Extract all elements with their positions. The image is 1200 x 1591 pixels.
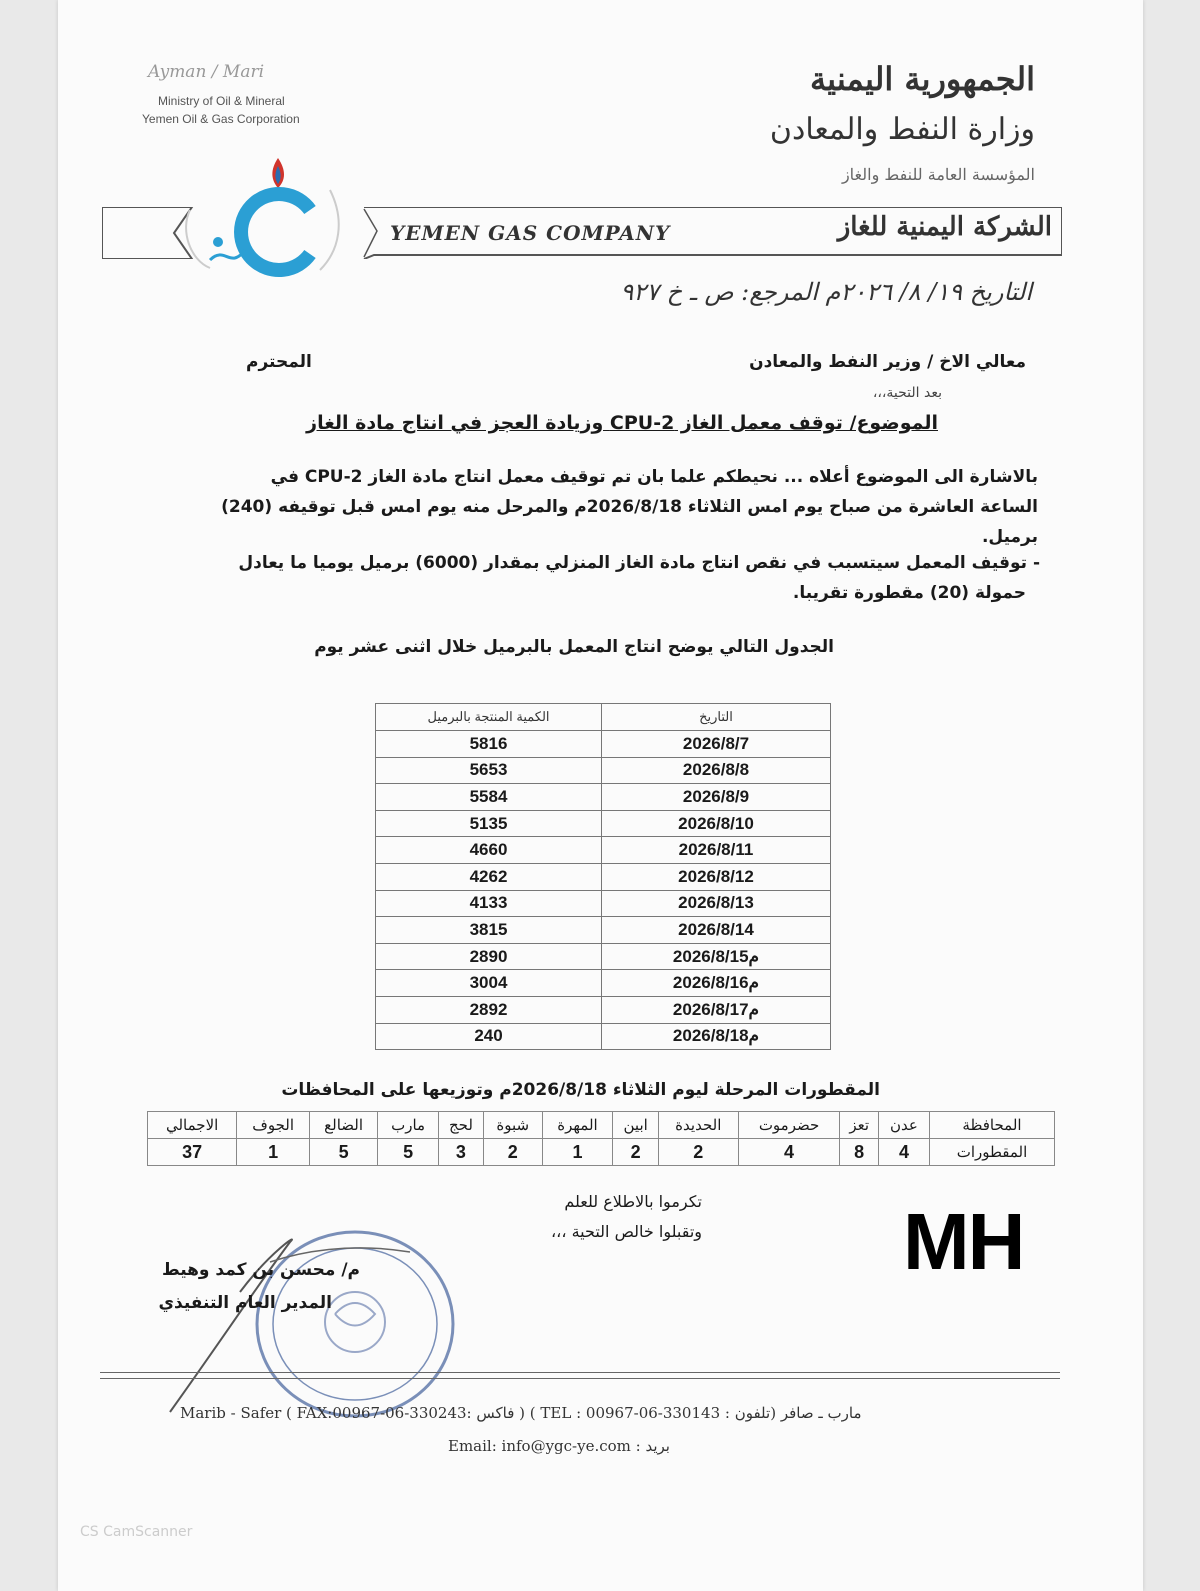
date-cell: 2026/8/11 xyxy=(602,837,831,864)
footer-divider xyxy=(100,1378,1060,1379)
count-cell: 1 xyxy=(237,1139,310,1166)
table-header-row xyxy=(376,704,831,731)
bullet-line: توقيف المعمل سيتسبب في نقص انتاج مادة الغاز المنزلي بمقدار (6000) برميل يوميا ما يعادل xyxy=(238,553,1028,573)
table-row xyxy=(376,970,831,997)
date-header: التاريخ xyxy=(602,704,831,731)
date-cell: 2026/8/7 xyxy=(602,731,831,758)
count-row xyxy=(148,1139,1055,1166)
count-cell: 5 xyxy=(378,1139,439,1166)
paragraph-line: الساعة العاشرة من صباح يوم امس الثلاثاء 2026/8/18م والمرحل منه يوم امس قبل توقيفه (240) xyxy=(221,497,1038,517)
footer-contact: Marib - Safer ( FAX:00967-06-330243: فاكس ) ( TEL : 00967-06-330143 : تلفون) مارب ـ صافر xyxy=(180,1404,862,1422)
quantity-cell: 4133 xyxy=(376,890,602,917)
quantity-cell: 3004 xyxy=(376,970,602,997)
body-paragraph xyxy=(158,462,1038,552)
total-label-cell: الاجمالي xyxy=(148,1112,237,1139)
governorate-cell: شبوة xyxy=(483,1112,542,1139)
quantity-cell: 5816 xyxy=(376,731,602,758)
table-row xyxy=(376,943,831,970)
governorate-cell: الضالع xyxy=(309,1112,377,1139)
quantity-cell: 2890 xyxy=(376,943,602,970)
governorate-cell: عدن xyxy=(878,1112,929,1139)
date-cell: 2026/8/8 xyxy=(602,757,831,784)
honorific: المحترم xyxy=(246,352,312,372)
count-cell: 2 xyxy=(658,1139,738,1166)
bullet-mark: - xyxy=(1032,553,1040,573)
ministry-arabic: وزارة النفط والمعادن xyxy=(769,112,1035,147)
ministry-english: Ministry of Oil & Mineral xyxy=(158,94,285,108)
count-cell: 5 xyxy=(309,1139,377,1166)
signatory-name: م/ محسن بن كمد وهيط xyxy=(162,1260,360,1280)
count-cell: 3 xyxy=(438,1139,483,1166)
row-label: المحافظة xyxy=(930,1112,1055,1139)
date-cell: 2026/8/16م xyxy=(602,970,831,997)
distribution-caption: المقطورات المرحلة ليوم الثلاثاء 2026/8/18م وتوزيعها على المحافظات xyxy=(281,1080,880,1100)
table-row xyxy=(376,810,831,837)
date-cell: 2026/8/12 xyxy=(602,863,831,890)
count-cell: 1 xyxy=(542,1139,613,1166)
date-cell: 2026/8/13 xyxy=(602,890,831,917)
company-logo xyxy=(170,150,350,280)
paragraph-line: برميل. xyxy=(981,527,1038,547)
count-cell: 2 xyxy=(483,1139,542,1166)
addressee: معالي الاخ / وزير النفط والمعادن xyxy=(749,352,1026,372)
production-table xyxy=(375,703,831,1050)
date-cell: 2026/8/14 xyxy=(602,917,831,944)
signatory-title: المدير العام التنفيذي xyxy=(158,1293,332,1313)
quantity-header: الكمية المنتجة بالبرميل xyxy=(376,704,602,731)
closing-line: وتقبلوا خالص التحية ،،، xyxy=(551,1222,702,1241)
date-cell: 2026/8/9 xyxy=(602,784,831,811)
date-cell: 2026/8/15م xyxy=(602,943,831,970)
date-cell: 2026/8/10 xyxy=(602,810,831,837)
distribution-table xyxy=(147,1111,1055,1166)
table-row xyxy=(376,863,831,890)
governorate-cell: المهرة xyxy=(542,1112,613,1139)
corporation-arabic: المؤسسة العامة للنفط والغاز xyxy=(841,165,1035,184)
table-row xyxy=(376,837,831,864)
quantity-cell: 5653 xyxy=(376,757,602,784)
count-cell: 4 xyxy=(878,1139,929,1166)
date-reference: التاريخ ١٩/ ٨/ ٢٠٢٦م المرجع: ص ـ خ ٩٢٧ xyxy=(620,278,1032,306)
governorate-cell: الجوف xyxy=(237,1112,310,1139)
quantity-cell: 4262 xyxy=(376,863,602,890)
governorate-cell: مارب xyxy=(378,1112,439,1139)
table-row xyxy=(376,1023,831,1050)
subject-line: الموضوع/ توقف معمل الغاز CPU-2 وزيادة العجز في انتاج مادة الغاز xyxy=(306,412,938,434)
handwritten-note: Ayman / Mari xyxy=(148,62,265,82)
row-label: المقطورات xyxy=(930,1139,1055,1166)
quantity-cell: 240 xyxy=(376,1023,602,1050)
date-cell: 2026/8/17م xyxy=(602,996,831,1023)
paragraph-line: بالاشارة الى الموضوع أعلاه ... نحيطكم علما بان تم توقيف معمل انتاج مادة الغاز CPU-2 في xyxy=(270,467,1038,487)
count-cell: 4 xyxy=(738,1139,840,1166)
scanner-watermark: CS CamScanner xyxy=(80,1524,193,1540)
table-caption: الجدول التالي يوضح انتاج المعمل بالبرميل خلال اثنى عشر يوم xyxy=(314,637,834,657)
governorate-cell: الحديدة xyxy=(658,1112,738,1139)
date-cell: 2026/8/18م xyxy=(602,1023,831,1050)
footer-divider xyxy=(100,1372,1060,1373)
greeting: بعد التحية،،، xyxy=(872,385,942,401)
corporation-english: Yemen Oil & Gas Corporation xyxy=(142,112,300,126)
quantity-cell: 5584 xyxy=(376,784,602,811)
count-cell: 8 xyxy=(840,1139,878,1166)
governorate-cell: ابين xyxy=(613,1112,659,1139)
mh-mark: MH xyxy=(903,1197,1024,1286)
table-row xyxy=(376,757,831,784)
bullet-point xyxy=(210,548,1040,608)
table-row xyxy=(376,890,831,917)
footer-email: Email: info@ygc-ye.com : بريد xyxy=(448,1437,670,1455)
governorate-cell: تعز xyxy=(840,1112,878,1139)
governorate-row xyxy=(148,1112,1055,1139)
governorate-cell: لحج xyxy=(438,1112,483,1139)
governorate-cell: حضرموت xyxy=(738,1112,840,1139)
quantity-cell: 2892 xyxy=(376,996,602,1023)
closing-line: تكرموا بالاطلاع للعلم xyxy=(564,1192,702,1211)
table-row xyxy=(376,784,831,811)
table-row xyxy=(376,996,831,1023)
quantity-cell: 3815 xyxy=(376,917,602,944)
table-row xyxy=(376,917,831,944)
official-stamp xyxy=(150,1222,460,1422)
company-name-arabic: الشركة اليمنية للغاز xyxy=(837,212,1052,242)
count-cell: 2 xyxy=(613,1139,659,1166)
bullet-line: حمولة (20) مقطورة تقريبا. xyxy=(792,583,1026,603)
company-name-english: YEMEN GAS COMPANY xyxy=(390,221,671,245)
table-row xyxy=(376,731,831,758)
quantity-cell: 4660 xyxy=(376,837,602,864)
quantity-cell: 5135 xyxy=(376,810,602,837)
republic-arabic: الجمهورية اليمنية xyxy=(810,60,1035,98)
total-count-cell: 37 xyxy=(148,1139,237,1166)
